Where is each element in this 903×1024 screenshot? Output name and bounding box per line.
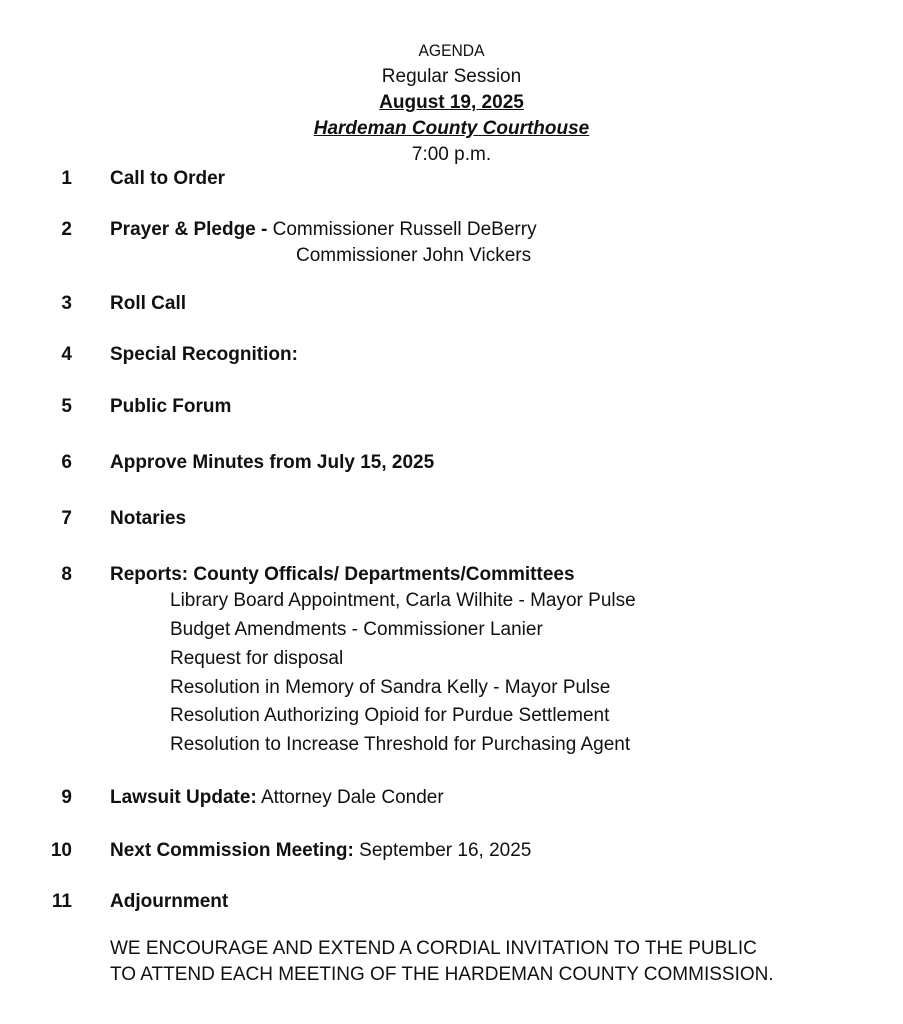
session-type: Regular Session <box>381 66 522 87</box>
item-number: 2 <box>61 219 72 240</box>
sub-item: Resolution in Memory of Sandra Kelly - Mayor Pulse <box>170 677 611 698</box>
item-detail: Commissioner Russell DeBerry <box>267 219 537 240</box>
closing-line: TO ATTEND EACH MEETING OF THE HARDEMAN COUNTY COMMISSION. <box>110 964 774 985</box>
item-title: Prayer & Pledge - <box>110 219 268 240</box>
item-number: 11 <box>51 891 72 912</box>
item-number: 7 <box>61 508 72 529</box>
item-title-wrap <box>110 787 444 809</box>
item-number: 4 <box>61 344 72 365</box>
item-title-wrap <box>110 840 531 862</box>
item-number: 9 <box>61 787 72 808</box>
item-title: Public Forum <box>110 396 232 417</box>
sub-item: Library Board Appointment, Carla Wilhite - Mayor Pulse <box>170 590 636 611</box>
meeting-location: Hardeman County Courthouse <box>313 118 590 139</box>
item-number: 10 <box>50 840 72 861</box>
item-title: Roll Call <box>110 293 187 314</box>
agenda-title: AGENDA <box>418 41 485 60</box>
sub-item: Resolution Authorizing Opioid for Purdue Settlement <box>170 705 610 726</box>
meeting-date: August 19, 2025 <box>379 92 524 113</box>
item-title: Reports: County Officals/ Departments/Committees <box>110 564 575 585</box>
item-number: 1 <box>61 168 72 189</box>
sub-item: Budget Amendments - Commissioner Lanier <box>170 619 543 640</box>
item-number: 3 <box>61 293 72 314</box>
item-detail-line2: Commissioner John Vickers <box>296 245 532 266</box>
item-title: Next Commission Meeting: <box>110 840 354 861</box>
item-title: Adjournment <box>110 891 229 912</box>
meeting-time: 7:00 p.m. <box>411 144 492 165</box>
sub-item: Request for disposal <box>170 648 344 669</box>
closing-line: WE ENCOURAGE AND EXTEND A CORDIAL INVITATION TO THE PUBLIC <box>110 938 757 959</box>
item-number: 8 <box>61 564 72 585</box>
item-number: 6 <box>61 452 72 473</box>
item-title: Call to Order <box>110 168 226 189</box>
item-title: Approve Minutes from July 15, 2025 <box>110 452 435 473</box>
item-title: Lawsuit Update: <box>110 787 257 808</box>
item-title-wrap <box>110 219 537 241</box>
item-title: Special Recognition: <box>110 344 298 365</box>
item-detail: September 16, 2025 <box>353 840 532 861</box>
sub-item: Resolution to Increase Threshold for Purchasing Agent <box>170 734 631 755</box>
item-number: 5 <box>61 396 72 417</box>
item-detail: Attorney Dale Conder <box>256 787 444 808</box>
item-title: Notaries <box>110 508 187 529</box>
